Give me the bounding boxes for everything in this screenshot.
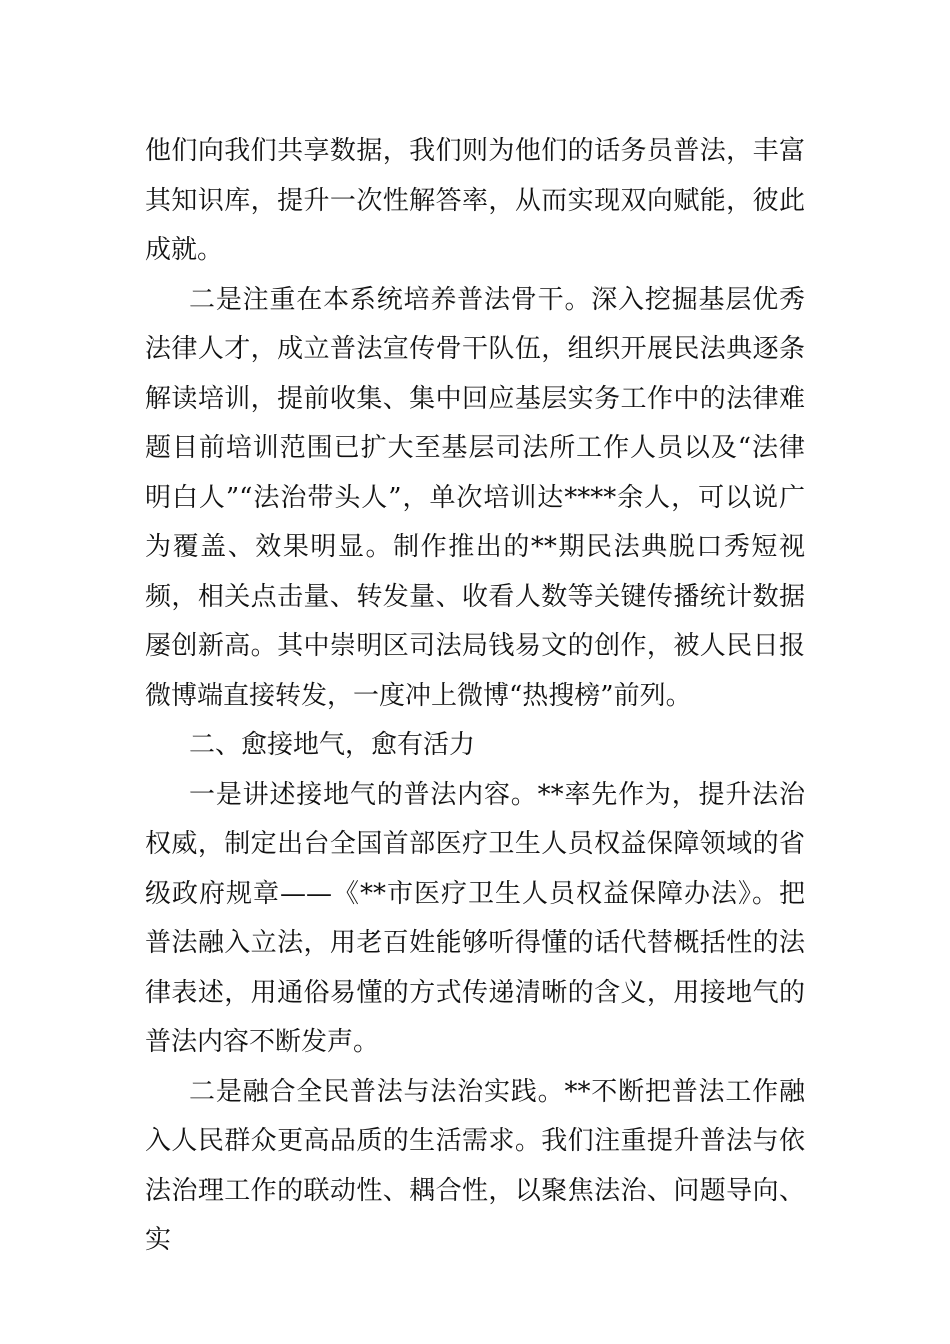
document-body — [145, 127, 805, 1266]
paragraph-continuation: 他们向我们共享数据，我们则为他们的话务员普法，丰富其知识库，提升一次性解答率，从而实现双向赋能，彼此成就。 — [145, 136, 805, 265]
paragraph-practice-integration: 二是融合全民普法与法治实践。**不断把普法工作融入人民群众更高品质的生活需求。我们注重提升普法与依法治理工作的联动性、耦合性，以聚焦法治、问题导向、实 — [145, 1076, 805, 1255]
section-heading: 二、愈接地气，愈有活力 — [189, 730, 476, 760]
paragraph-training-backbone: 二是注重在本系统培养普法骨干。深入挖掘基层优秀法律人才，成立普法宣传骨干队伍，组织开展民法典逐条解读培训，提前收集、集中回应基层实务工作中的法律难题目前培训范围已扩大至基层司法所工作人员以及“法律明白人”“法治带头人”，单次培训达****余人，可以说广为覆盖、效果明显。制作推出的**期民法典脱口秀短视频，相关点击量、转发量、收看人数等关键传播统计数据屡创新高。其中崇明区司法局钱易文的创作，被人民日报微博端直接转发，一度冲上微博“热搜榜”前列。 — [145, 284, 805, 711]
paragraph-grounded-content: 一是讲述接地气的普法内容。**率先作为，提升法治权威，制定出台全国首部医疗卫生人员权益保障领域的省级政府规章——《**市医疗卫生人员权益保障办法》。把普法融入立法，用老百姓能够听得懂的话代替概括性的法律表述，用通俗易懂的方式传递清晰的含义，用接地气的普法内容不断发声。 — [145, 779, 805, 1057]
